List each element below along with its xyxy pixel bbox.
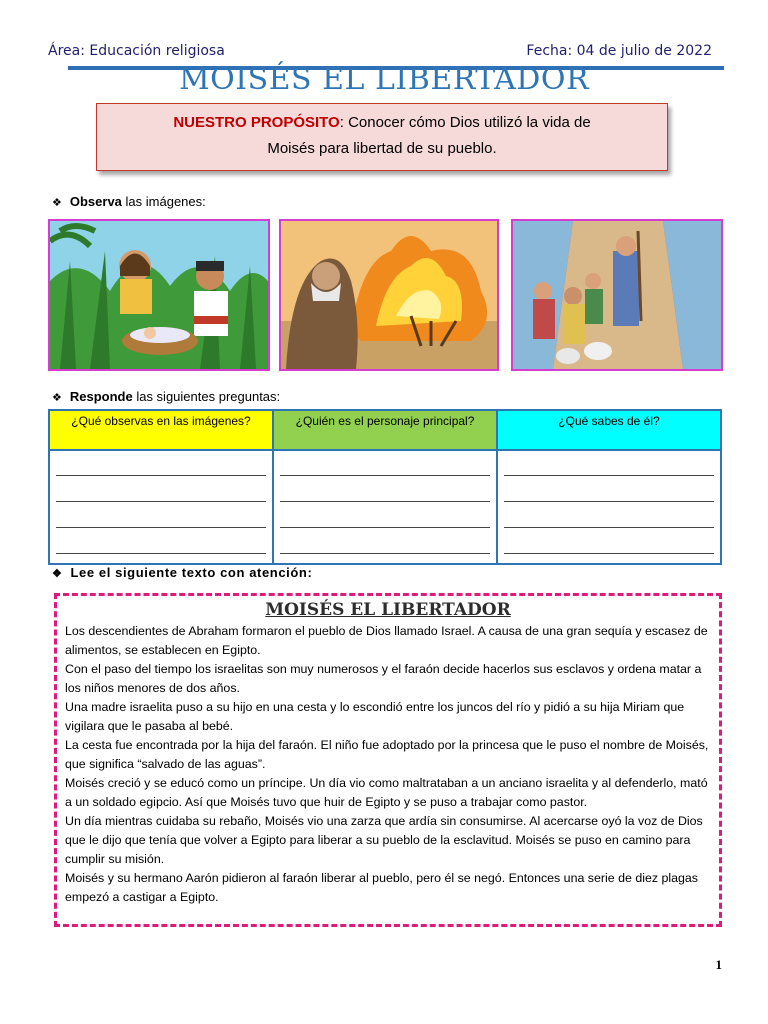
observe-bold: Observa bbox=[69, 194, 122, 209]
burning-bush-image bbox=[279, 219, 499, 371]
answer-line[interactable] bbox=[504, 457, 714, 476]
diamond-bullet-icon: ❖ bbox=[52, 392, 62, 404]
answer-cell-2[interactable] bbox=[273, 450, 497, 564]
question-header-3: ¿Qué sabes de él? bbox=[497, 410, 721, 450]
parting-sea-image bbox=[511, 219, 723, 371]
answer-line[interactable] bbox=[280, 509, 490, 528]
diamond-bullet-icon: ❖ bbox=[52, 197, 62, 209]
respond-bold: Responde bbox=[69, 389, 133, 404]
page-title: MOISÉS EL LIBERTADOR bbox=[178, 62, 590, 97]
reading-paragraph: Los descendientes de Abraham formaron el pueblo de Dios llamado Israel. A causa de una gran sequía y escasez de alimentos, se establecen en Egipto. bbox=[65, 624, 708, 657]
reading-box bbox=[54, 593, 722, 927]
answer-line[interactable] bbox=[504, 509, 714, 528]
date-label: Fecha: 04 de julio de 2022 bbox=[526, 43, 712, 59]
purpose-label: NUESTRO PROPÓSITO bbox=[173, 114, 340, 131]
answer-line[interactable] bbox=[280, 483, 490, 502]
reading-paragraph: Moisés creció y se educó como un príncipe. Un día vio como maltrataban a un anciano israelita y al defenderlo, mató a un soldado egipcio. Así que Moisés tuvo que huir de Egipto y se puso a trabajar como pastor. bbox=[65, 776, 708, 809]
observe-rest: las imágenes: bbox=[121, 194, 206, 209]
purpose-box bbox=[96, 103, 668, 171]
answer-cell-1[interactable] bbox=[49, 450, 273, 564]
question-header-1: ¿Qué observas en las imágenes? bbox=[49, 410, 273, 450]
respond-rest: las siguientes preguntas: bbox=[132, 389, 281, 404]
purpose-text-1: : Conocer cómo Dios utilizó la vida de bbox=[339, 114, 591, 131]
respond-instruction bbox=[52, 389, 280, 404]
answer-cell-3[interactable] bbox=[497, 450, 721, 564]
reading-title: MOISÉS EL LIBERTADOR bbox=[265, 600, 511, 620]
reading-paragraph: Un día mientras cuidaba su rebaño, Moisés vio una zarza que ardía sin consumirse. Al acercarse oyó la voz de Dios que le dijo que tenía que volver a Egipto para liberar a su pueblo de la esclavitud. Moisés se puso en camino para cumplir su misión. bbox=[65, 814, 703, 866]
answer-line[interactable] bbox=[56, 457, 266, 476]
baby-moses-basket-image bbox=[48, 219, 270, 371]
diamond-bullet-icon: ❖ bbox=[52, 568, 63, 580]
purpose-text-2: Moisés para libertad de su pueblo. bbox=[267, 140, 497, 157]
reading-paragraph: Una madre israelita puso a su hijo en una cesta y lo escondió entre los juncos del río y pidió a su hija Miriam que vigilara que le pasaba al bebé. bbox=[65, 700, 685, 733]
page-number: 1 bbox=[715, 957, 722, 972]
answer-line[interactable] bbox=[280, 535, 490, 554]
observe-instruction bbox=[52, 194, 206, 209]
question-header-2: ¿Quién es el personaje principal? bbox=[273, 410, 497, 450]
reading-paragraph: Moisés y su hermano Aarón pidieron al faraón liberar al pueblo, pero él se negó. Entonces una serie de diez plagas empezó a castigar a Egipto. bbox=[65, 871, 699, 904]
reading-paragraph: La cesta fue encontrada por la hija del faraón. El niño fue adoptado por la princesa que le puso el nombre de Moisés, que significa “salvado de las aguas”. bbox=[65, 738, 709, 771]
read-instruction bbox=[52, 565, 312, 580]
answer-line[interactable] bbox=[504, 483, 714, 502]
questions-table bbox=[48, 409, 722, 565]
read-instruction-text: Lee el siguiente texto con atención: bbox=[70, 565, 313, 580]
answer-line[interactable] bbox=[56, 509, 266, 528]
answer-line[interactable] bbox=[504, 535, 714, 554]
reading-paragraph: Con el paso del tiempo los israelitas son muy numerosos y el faraón decide hacerlos sus esclavos y ordena matar a los niños menores de dos años. bbox=[65, 662, 702, 695]
answer-line[interactable] bbox=[280, 457, 490, 476]
answer-line[interactable] bbox=[56, 483, 266, 502]
area-label: Área: Educación religiosa bbox=[48, 43, 225, 59]
answer-line[interactable] bbox=[56, 535, 266, 554]
